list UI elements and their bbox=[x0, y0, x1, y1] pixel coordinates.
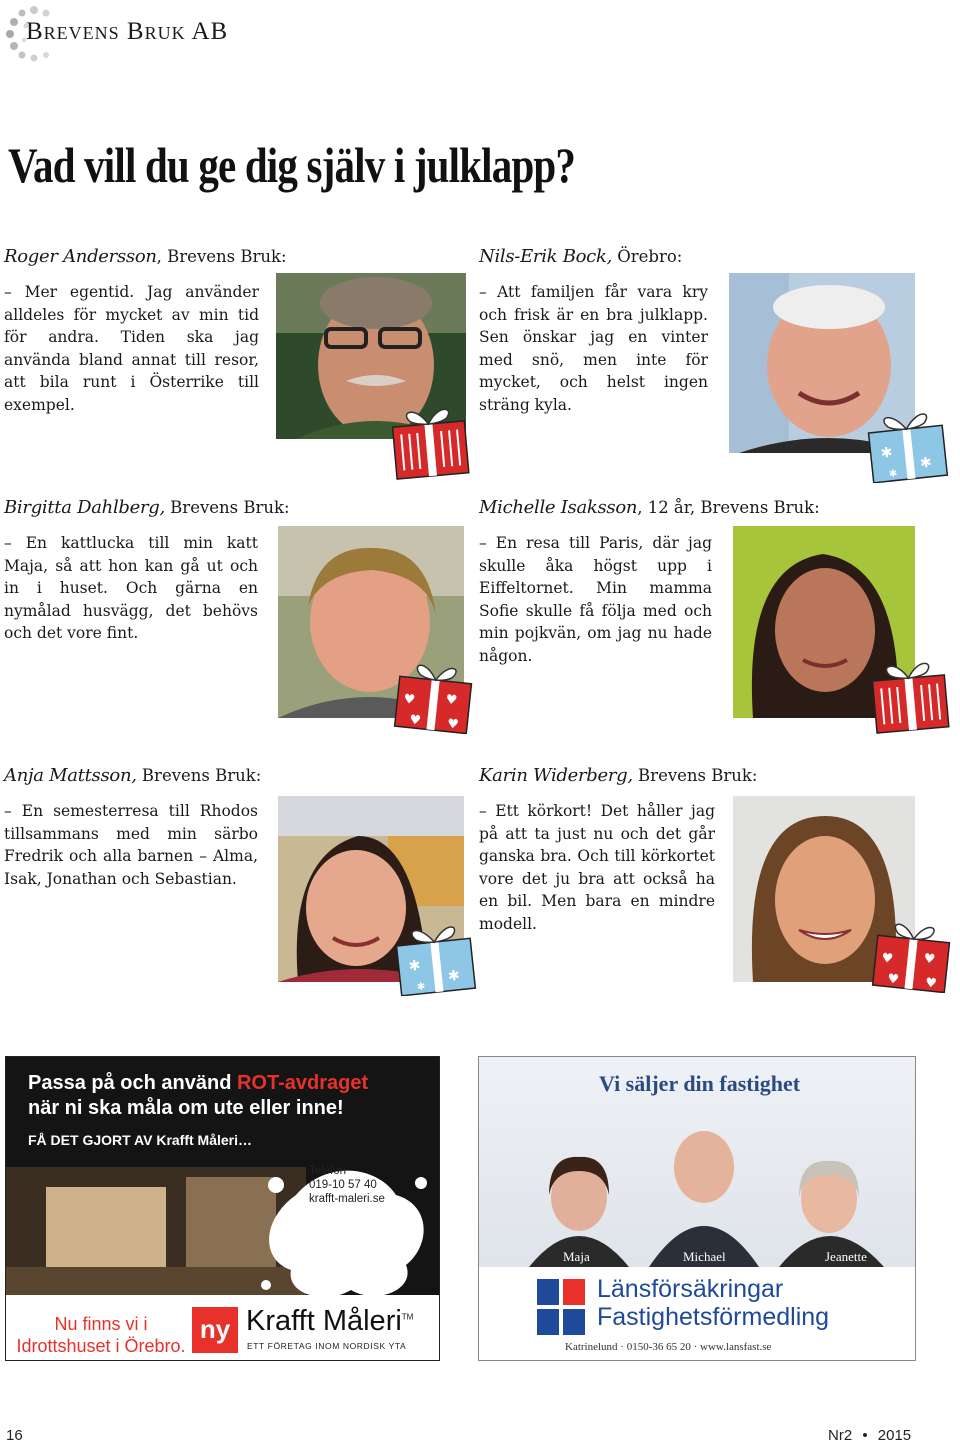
person-affiliation: Brevens Bruk: bbox=[164, 498, 290, 517]
krafft-logo-name bbox=[246, 1305, 413, 1338]
issue-separator: • bbox=[862, 1427, 868, 1444]
ad-new-location-line1: Nu finns vi i bbox=[54, 1314, 148, 1334]
person-quote: – En semesterresa till Rhodos tillsammans med min särbo Fredrik och alla barnen – Alma, Isak, Jonathan och Sebastian. bbox=[4, 802, 258, 888]
ad-headline-text: Passa på och använd bbox=[28, 1072, 237, 1094]
staff-name: Maja bbox=[563, 1249, 590, 1264]
krafft-logo-text: Krafft Måleri bbox=[246, 1305, 402, 1337]
ad-rot-highlight: ROT-avdraget bbox=[236, 1072, 369, 1094]
ad-new-location bbox=[16, 1313, 186, 1357]
person-quote: – En resa till Paris, där jag skulle åka högst upp i Eiffeltornet. Min mamma Sofie skulle få följa med och min pojkvän, om jag nu hade någon. bbox=[479, 534, 712, 665]
blue-gift-box-icon bbox=[394, 918, 478, 996]
person-name: Karin Widerberg, bbox=[479, 765, 633, 786]
person-name-line bbox=[479, 497, 820, 518]
svg-text:✱: ✱ bbox=[416, 981, 426, 994]
svg-text:♥: ♥ bbox=[446, 716, 460, 733]
issue-number: Nr2 bbox=[828, 1427, 853, 1444]
ad-website-link[interactable]: krafft-maleri.se bbox=[309, 1193, 385, 1205]
brand-name: Brevens Bruk AB bbox=[26, 18, 229, 45]
svg-text:✱: ✱ bbox=[919, 454, 933, 472]
ad-phone-number[interactable]: 019-10 57 40 bbox=[309, 1179, 377, 1191]
issue-year: 2015 bbox=[877, 1427, 912, 1444]
person-name: Roger Andersson bbox=[4, 246, 157, 267]
ad-headline-line2: när ni ska måla om ute eller inne! bbox=[28, 1097, 344, 1119]
red-gift-box-icon bbox=[868, 656, 952, 734]
ad-right-headline: Vi säljer din fastighet bbox=[599, 1071, 801, 1096]
ad-subheadline: FÅ DET GJORT AV Krafft Måleri… bbox=[28, 1132, 253, 1148]
svg-text:♥: ♥ bbox=[444, 692, 459, 709]
person-name-line bbox=[4, 497, 290, 518]
svg-text:♥: ♥ bbox=[402, 691, 416, 709]
krafft-logo-tagline: ETT FÖRETAG INOM NORDISK YTA bbox=[247, 1341, 407, 1351]
red-gift-box-icon bbox=[392, 656, 476, 734]
ad-new-badge: ny bbox=[192, 1307, 238, 1353]
red-gift-box-icon bbox=[870, 915, 954, 993]
svg-text:♥: ♥ bbox=[924, 975, 938, 992]
ad-phone-label: Telefon bbox=[309, 1165, 347, 1177]
person-name-line bbox=[4, 246, 287, 267]
person-quote: – Ett körkort! Det håller jag på att ta just nu och det går ganska bra. Och till körkortet vore det ju bra att också ha en bil. Men bara en mindre modell. bbox=[479, 802, 715, 933]
svg-text:✱: ✱ bbox=[447, 967, 461, 985]
svg-text:♥: ♥ bbox=[408, 712, 422, 729]
ad-brand-line1: Länsförsäkringar bbox=[597, 1275, 784, 1303]
svg-text:♥: ♥ bbox=[886, 971, 900, 988]
svg-text:♥: ♥ bbox=[922, 951, 937, 968]
ad-headline bbox=[28, 1071, 368, 1121]
svg-text:✱: ✱ bbox=[879, 444, 894, 462]
svg-text:✱: ✱ bbox=[407, 957, 422, 975]
person-affiliation: Örebro: bbox=[612, 247, 683, 266]
person-name: Anja Mattsson, bbox=[4, 765, 137, 786]
person-affiliation: , 12 år, Brevens Bruk: bbox=[637, 498, 820, 517]
page-number: 16 bbox=[6, 1427, 23, 1444]
person-quote: – En kattlucka till min katt Maja, så att hon kan gå ut och in i huset. Och gärna en nymålad husvägg, det behövs och det vore fint. bbox=[4, 534, 258, 642]
ad-brand-line2: Fastighetsförmedling bbox=[597, 1303, 830, 1331]
person-affiliation: , Brevens Bruk: bbox=[156, 247, 287, 266]
krafft-maleri-ad[interactable] bbox=[5, 1056, 440, 1361]
person-quote: – Mer egentid. Jag använder alldeles för mycket av min tid för andra. Tiden ska jag använda bland annat till resor, att bila runt i Österrike till exempel. bbox=[4, 283, 259, 414]
person-name-line bbox=[479, 246, 682, 267]
person-affiliation: Brevens Bruk: bbox=[136, 766, 262, 785]
person-name-line bbox=[4, 765, 261, 786]
blue-gift-box-icon bbox=[866, 405, 950, 483]
svg-text:✱: ✱ bbox=[888, 468, 898, 481]
staff-name: Jeanette bbox=[825, 1249, 867, 1264]
ad-contact-block bbox=[309, 1164, 385, 1206]
person-name: Michelle Isaksson bbox=[479, 497, 638, 518]
red-gift-box-icon bbox=[388, 402, 472, 480]
issue-label bbox=[828, 1427, 911, 1444]
staff-group-photo bbox=[509, 1105, 899, 1267]
person-quote: – Att familjen får vara kry och frisk är en bra julklapp. Sen önskar jag en vinter med snö, men inte för mycket, och helst ingen sträng kyla. bbox=[479, 283, 708, 414]
person-name: Nils-Erik Bock, bbox=[479, 246, 612, 267]
person-name-line bbox=[479, 765, 757, 786]
person-name: Birgitta Dahlberg, bbox=[4, 497, 165, 518]
trademark-mark: TM bbox=[401, 1312, 414, 1322]
lansforsakringar-ad[interactable] bbox=[478, 1056, 916, 1361]
page-headline: Vad vill du ge dig själv i julklapp? bbox=[8, 137, 576, 193]
ad-brand-name bbox=[597, 1275, 829, 1331]
svg-text:♥: ♥ bbox=[880, 950, 894, 968]
staff-name: Michael bbox=[683, 1249, 726, 1264]
lansforsakringar-logo-icon bbox=[537, 1279, 587, 1335]
ad-new-location-line2: Idrottshuset i Örebro. bbox=[16, 1336, 186, 1356]
person-affiliation: Brevens Bruk: bbox=[632, 766, 758, 785]
ad-contact-line[interactable]: Katrinelund · 0150-36 65 20 · www.lansfast.se bbox=[565, 1341, 772, 1353]
